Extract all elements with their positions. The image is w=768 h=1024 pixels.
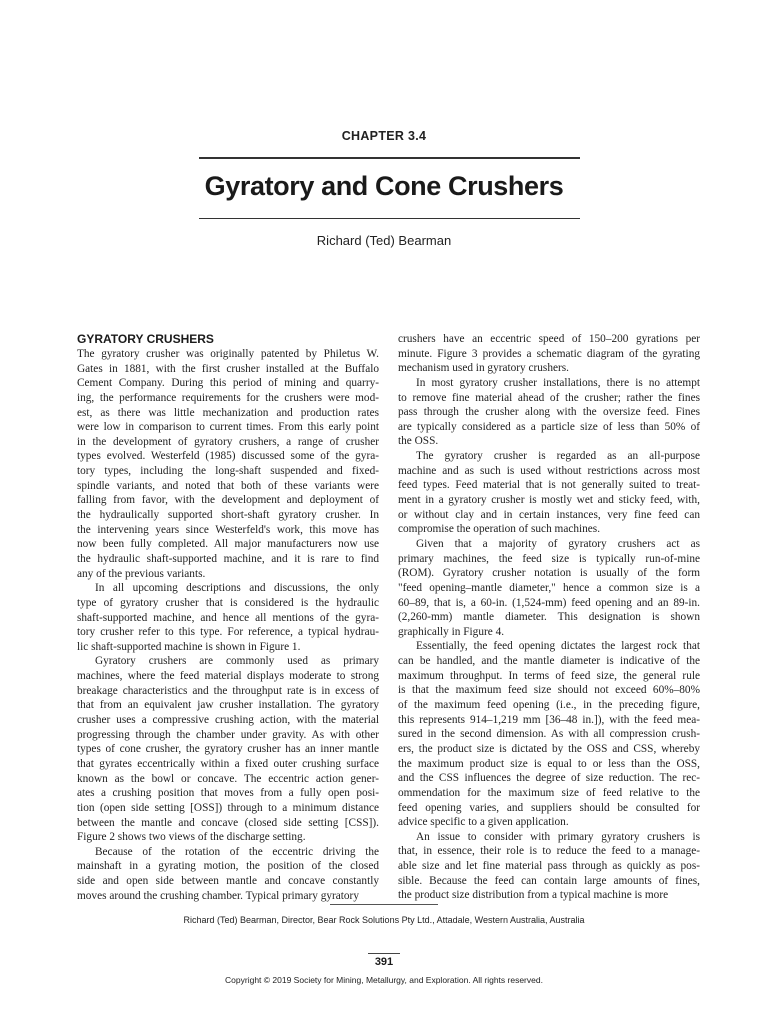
text-line: In most gyratory crusher installations, there is no attempt [416, 376, 700, 389]
copyright-notice: Copyright © 2019 Society for Mining, Metallurgy, and Exploration. All rights reserved. [225, 975, 543, 985]
text-line: ment in a gyratory crusher is mostly wet and sticky feed, with, [398, 494, 700, 507]
text-line: feed opening varies, and suppliers should be consulted for [398, 801, 700, 814]
text-line: side and open side between mantle and concave constantly [77, 875, 379, 888]
text-line: mechanism used in gyratory crushers. [398, 362, 569, 375]
text-line: ates a crushing position that moves from a fully open posi- [77, 787, 379, 800]
text-line: (ROM). Gyratory crusher notation is usually of the form [398, 567, 700, 580]
text-line: tory types, including the long-shaft suspended and fixed- [77, 465, 379, 478]
text-line: machines, where the feed material displays moderate to strong [77, 670, 379, 683]
chapter-title: Gyratory and Cone Crushers [204, 171, 564, 201]
title-rule-top [199, 157, 580, 159]
text-line: in the development of gyratory crushers, a range of crusher [77, 435, 379, 448]
text-line: advice specific to a given application. [398, 816, 569, 829]
text-line: now been fully completed. All major manufacturers now use [77, 538, 379, 551]
text-line: types of cone crusher, the gyratory crusher has an inner mantle [77, 743, 379, 756]
text-line: In all upcoming descriptions and discussions, the only [95, 582, 379, 595]
text-line: that gyrates eccentrically within a fixed outer crushing surface [77, 757, 379, 770]
left-text-column [77, 331, 379, 903]
page-number: 391 [374, 956, 394, 968]
text-line: compromise the operation of such machines. [398, 523, 601, 536]
text-line: pass through the crusher along with the oversize feed. Fines [398, 406, 700, 419]
title-rule-bottom [199, 218, 580, 219]
text-line: 60–89, that is, a 60-in. (1,524-mm) feed opening and an 89-in. [398, 596, 700, 609]
text-line: (2,260-mm) mantle diameter. This designation is shown [398, 611, 700, 624]
right-column-body [398, 332, 700, 903]
text-line: types evolved. Westerfeld (1985) discussed some of the gyra- [77, 450, 379, 463]
text-line: mainshaft in a gyrating motion, the position of the closed [77, 860, 379, 873]
text-line: falling from favor, with the development and deployment of [77, 494, 379, 507]
section-heading: GYRATORY CRUSHERS [77, 332, 214, 346]
text-line: Gates in 1881, with the first crusher installed at the Buffalo [77, 362, 379, 375]
text-line: and the CSS influences the degree of size reduction. The rec- [398, 772, 700, 785]
author-name: Richard (Ted) Bearman [316, 233, 452, 248]
text-line: any of the previous variants. [77, 567, 206, 580]
text-line: the hydraulic shaft-supported machine, and it is rare to find [77, 552, 379, 565]
right-text-column [398, 332, 700, 903]
text-line: An issue to consider with primary gyratory crushers is [416, 830, 700, 843]
footer-divider [330, 904, 438, 905]
text-line: feed types. Feed material that is not generally suited to treat- [398, 479, 700, 492]
text-line: the intervening years since Westerfeld's work, this move has [77, 523, 379, 536]
text-line: the OSS. [398, 435, 439, 448]
text-line: able size and let fine material pass through as quickly as pos- [398, 860, 700, 873]
text-line: minute. Figure 3 provides a schematic diagram of the gyrating [398, 347, 700, 360]
text-line: or without clay and in certain instances, very fine feed can [398, 508, 700, 521]
text-line: est, as there was little mechanization and production rates [77, 406, 379, 419]
text-line: graphically in Figure 4. [398, 625, 505, 638]
text-line: Figure 2 shows two views of the discharge setting. [77, 831, 306, 844]
text-line: the hydraulically supported short-shaft gyratory crusher. In [77, 509, 379, 522]
text-line: crushers have an eccentric speed of 150–200 gyrations per [398, 333, 700, 345]
text-line: primary machines, the feed size is typically run-of-mine [398, 552, 700, 565]
text-line: moves around the crushing chamber. Typical primary gyratory [77, 889, 359, 902]
text-line: can be handled, and the mantle diameter is indicative of the [398, 655, 700, 668]
text-line: ers, the product size is dictated by the OSS and CSS, whereby [398, 742, 700, 755]
text-line: were low in comparison to current times. From this early point [77, 421, 379, 434]
page-number-divider [368, 953, 400, 954]
text-line: The gyratory crusher was originally patented by Philetus W. [77, 348, 379, 360]
text-line: Because of the rotation of the eccentric driving the [95, 845, 379, 858]
text-line: lic shaft-supported machine is shown in Figure 1. [77, 640, 301, 653]
text-line: Given that a majority of gyratory crushers act as [416, 537, 700, 550]
text-line: that from an equivalent jaw crusher installation. The gyratory [77, 699, 379, 712]
text-line: Cement Company. During this period of mining and quarry- [77, 377, 379, 390]
text-line: are typically considered as a particle size of less than 50% of [398, 420, 700, 433]
text-line: crusher uses a compressive crushing action, with the material [77, 714, 379, 727]
text-line: breakage characteristics and the throughput rate is in excess of [77, 684, 379, 697]
author-affiliation: Richard (Ted) Bearman, Director, Bear Rock Solutions Pty Ltd., Attadale, Western Australia, Australia [183, 915, 585, 925]
text-line: maximum throughput. In terms of feed size, the general rule [398, 669, 700, 682]
text-line: type of gyratory crusher that is considered is the hydraulic [77, 596, 379, 609]
text-line: between the mantle and concave (closed side setting [CSS]). [77, 816, 379, 829]
text-line: to remove fine material ahead of the crusher; rather the fines [398, 391, 700, 404]
left-column-body [77, 347, 379, 903]
text-line: the maximum product size is equal to or less than the OSS, [398, 757, 700, 770]
text-line: sured in the second dimension. As with all compression crush- [398, 728, 700, 741]
text-line: The gyratory crusher is regarded as an all-purpose [416, 450, 700, 463]
text-line: is that the maximum feed size should not exceed 60%–80% [398, 684, 700, 697]
text-line: known as the bowl or concave. The eccentric action gener- [77, 772, 379, 785]
text-line: progressing through the chamber under gravity. As with other [77, 728, 379, 741]
text-line: the product size distribution from a typical machine is more [398, 889, 669, 902]
text-line: spindle variants, and noted that both of these variants were [77, 479, 379, 492]
text-line: Essentially, the feed opening dictates the largest rock that [416, 640, 700, 653]
text-line: ing, the performance requirements for the crushers were mod- [77, 391, 379, 404]
chapter-label: CHAPTER 3.4 [341, 129, 427, 143]
text-line: ommendation for the maximum size of feed relative to the [398, 786, 700, 799]
text-line: of the maximum feed opening (i.e., in the preceding figure, [398, 699, 700, 712]
text-line: "feed opening–mantle diameter," hence a common size is a [398, 581, 700, 594]
text-line: machine and as such is used without restrictions across most [398, 464, 700, 477]
text-line: tory crusher refer to this type. For reference, a typical hydrau- [77, 626, 379, 639]
text-line: that, in essence, their role is to reduce the feed to a manage- [398, 845, 700, 858]
text-line: Gyratory crushers are commonly used as primary [95, 655, 379, 668]
text-line: sible. Because the feed can contain large amounts of fines, [398, 874, 700, 887]
text-line: tion (open side setting [OSS]) through to a minimum distance [77, 801, 379, 814]
text-line: this represents 914–1,219 mm [36–48 in.]), with the feed mea- [398, 713, 700, 726]
text-line: shaft-supported machine, and hence all mentions of the gyra- [77, 611, 379, 624]
